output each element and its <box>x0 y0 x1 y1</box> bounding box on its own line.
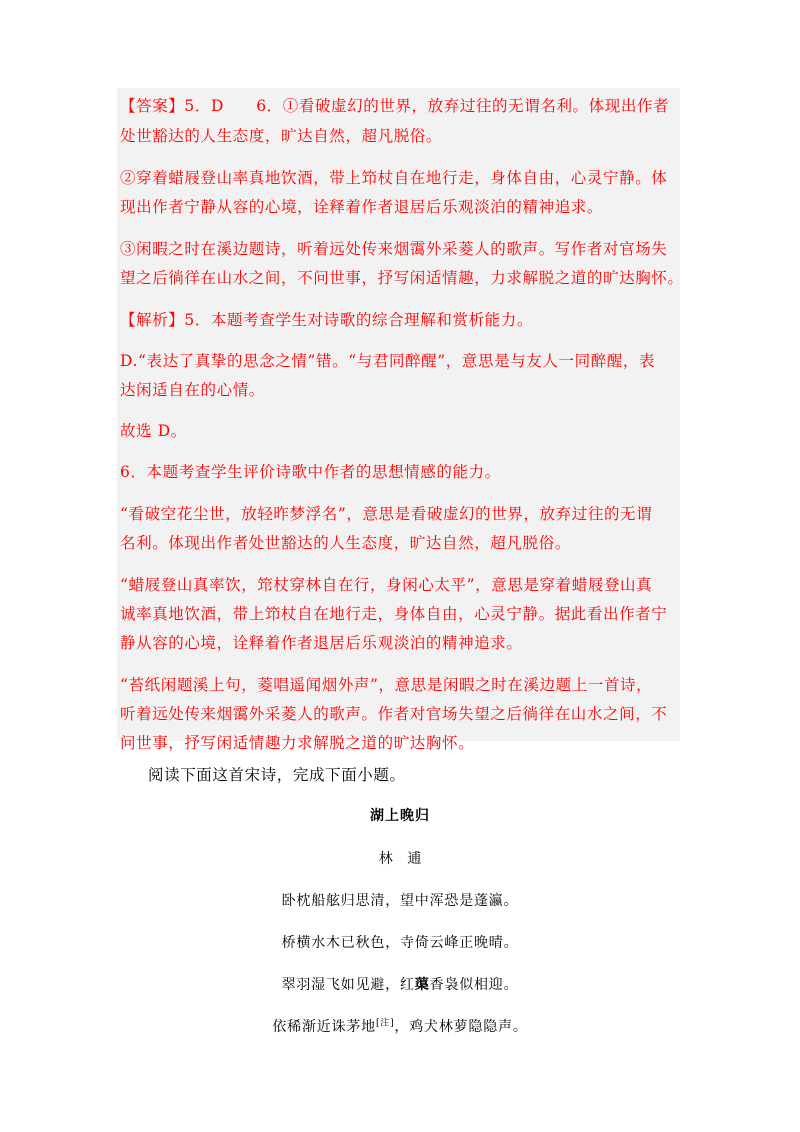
analysis-line-10: 静从容的心境，诠释着作者退居后乐观淡泊的精神追求。 <box>120 634 523 652</box>
analysis-line-1: 【解析】5．本题考查学生对诗歌的综合理解和赏析能力。 <box>120 311 533 329</box>
analysis-line-7: 名利。体现出作者处世豁达的人生态度，旷达自然，超凡脱俗。 <box>120 534 571 552</box>
poem-line-3 <box>0 975 800 995</box>
answer-line-2: 处世豁达的人生态度，旷达自然，超凡脱俗。 <box>120 127 443 145</box>
poem-line-4-start: 依稀渐近诛茅地 <box>272 1019 376 1035</box>
footnote-marker: [注] <box>375 1018 395 1029</box>
analysis-line-2: D.“表达了真挚的思念之情”错。“与君同醉醒”，意思是与友人一同醉醒，表 <box>120 352 656 370</box>
analysis-line-11: “苔纸闲题溪上句，菱唱遥闻烟外声”，意思是闲暇之时在溪边题上一首诗， <box>120 676 653 694</box>
poem-line-2: 桥横水木已秋色，寺倚云峰正晚晴。 <box>281 935 519 951</box>
answer-line-4: 现出作者宁静从容的心境，诠释着作者退居后乐观淡泊的精神追求。 <box>120 198 604 216</box>
analysis-line-6: “看破空花尘世，放轻昨梦浮名”，意思是看破虚幻的世界，放弃过往的无谓 <box>120 505 653 523</box>
poem-line-3-end: 香袅似相迎。 <box>429 977 519 993</box>
analysis-line-9: 诚率真地饮酒，带上笻杖自在地行走，身体自由，心灵宁静。据此看出作者宁 <box>120 605 668 623</box>
poem-line-1: 卧枕船舷归思清，望中浑恐是蓬瀛。 <box>281 893 519 909</box>
poem-line-3-bold-char: 蕖 <box>414 977 430 993</box>
analysis-line-12: 听着远处传来烟霭外采菱人的歌声。作者对官场失望之后徜徉在山水之间，不 <box>120 705 668 723</box>
answer-line-5: ③闲暇之时在溪边题诗，听着远处传来烟霭外采菱人的歌声。写作者对官场失 <box>120 240 668 258</box>
poem-author: 林 逋 <box>378 851 422 867</box>
poem-line-3-start: 翠羽湿飞如见避，红 <box>281 977 415 993</box>
poem-title: 湖上晚归 <box>370 808 430 824</box>
question-intro: 阅读下面这首宋诗，完成下面小题。 <box>148 766 406 784</box>
analysis-line-4: 故选 D。 <box>120 422 187 440</box>
analysis-line-3: 达闲适自在的心情。 <box>120 381 265 399</box>
answer-line-3: ②穿着蜡屐登山率真地饮酒，带上笻杖自在地行走，身体自由，心灵宁静。体 <box>120 169 668 187</box>
poem-line-4-end: ，鸡犬林萝隐隐声。 <box>394 1019 528 1035</box>
poem-line-4 <box>0 1017 800 1037</box>
analysis-line-13: 问世事，抒写闲适情趣力求解脱之道的旷达胸怀。 <box>120 734 475 752</box>
answer-line-6: 望之后徜徉在山水之间，不问世事，抒写闲适情趣，力求解脱之道的旷达胸怀。 <box>120 269 684 287</box>
analysis-line-5: 6．本题考查学生评价诗歌中作者的思想情感的能力。 <box>120 463 501 481</box>
analysis-line-8: “蜡屐登山真率饮，筇杖穿林自在行，身闲心太平”，意思是穿着蜡屐登山真 <box>120 576 653 594</box>
answer-line-1: 【答案】5．D 6．①看破虚幻的世界，放弃过往的无谓名利。体现出作者 <box>120 97 670 115</box>
